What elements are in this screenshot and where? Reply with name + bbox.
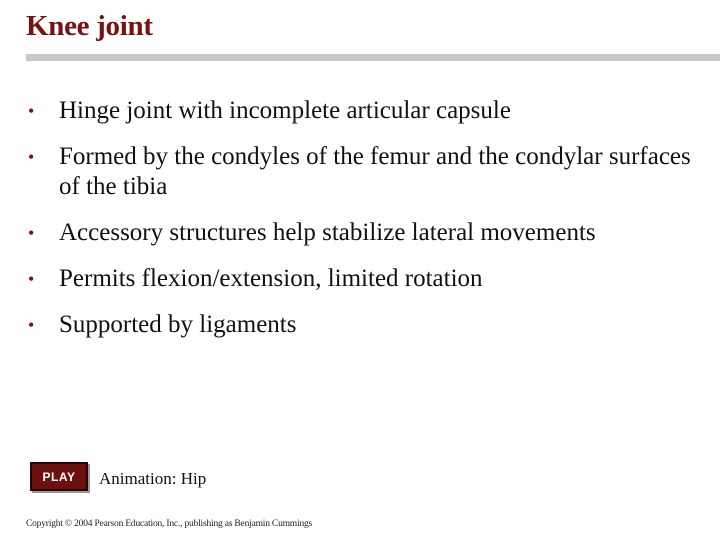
bullet-text: Supported by ligaments xyxy=(59,311,297,338)
copyright-notice: Copyright © 2004 Pearson Education, Inc., publishing as Benjamin Cummings xyxy=(26,519,313,529)
play-animation-button[interactable] xyxy=(30,462,88,491)
bullet-text: Hinge joint with incomplete articular capsule xyxy=(59,97,511,124)
bullet-marker: • xyxy=(28,223,35,243)
bullet-item xyxy=(28,96,698,126)
play-button-label: PLAY xyxy=(42,469,76,484)
slide-title: Knee joint xyxy=(26,10,153,42)
title-divider xyxy=(26,54,720,61)
bullet-marker: • xyxy=(28,147,35,167)
bullet-text: Formed by the condyles of the femur and the condylar surfaces of the tibia xyxy=(59,143,691,200)
bullet-item xyxy=(28,264,698,294)
bullet-marker: • xyxy=(28,315,35,335)
bullet-marker: • xyxy=(28,269,35,289)
bullet-text: Permits flexion/extension, limited rotation xyxy=(59,265,483,292)
bullet-text: Accessory structures help stabilize lateral movements xyxy=(59,219,596,246)
bullet-item xyxy=(28,310,698,340)
bullet-marker: • xyxy=(28,101,35,121)
bullet-list xyxy=(28,96,698,356)
bullet-item xyxy=(28,142,698,202)
bullet-item xyxy=(28,218,698,248)
animation-label: Animation: Hip xyxy=(99,469,207,488)
